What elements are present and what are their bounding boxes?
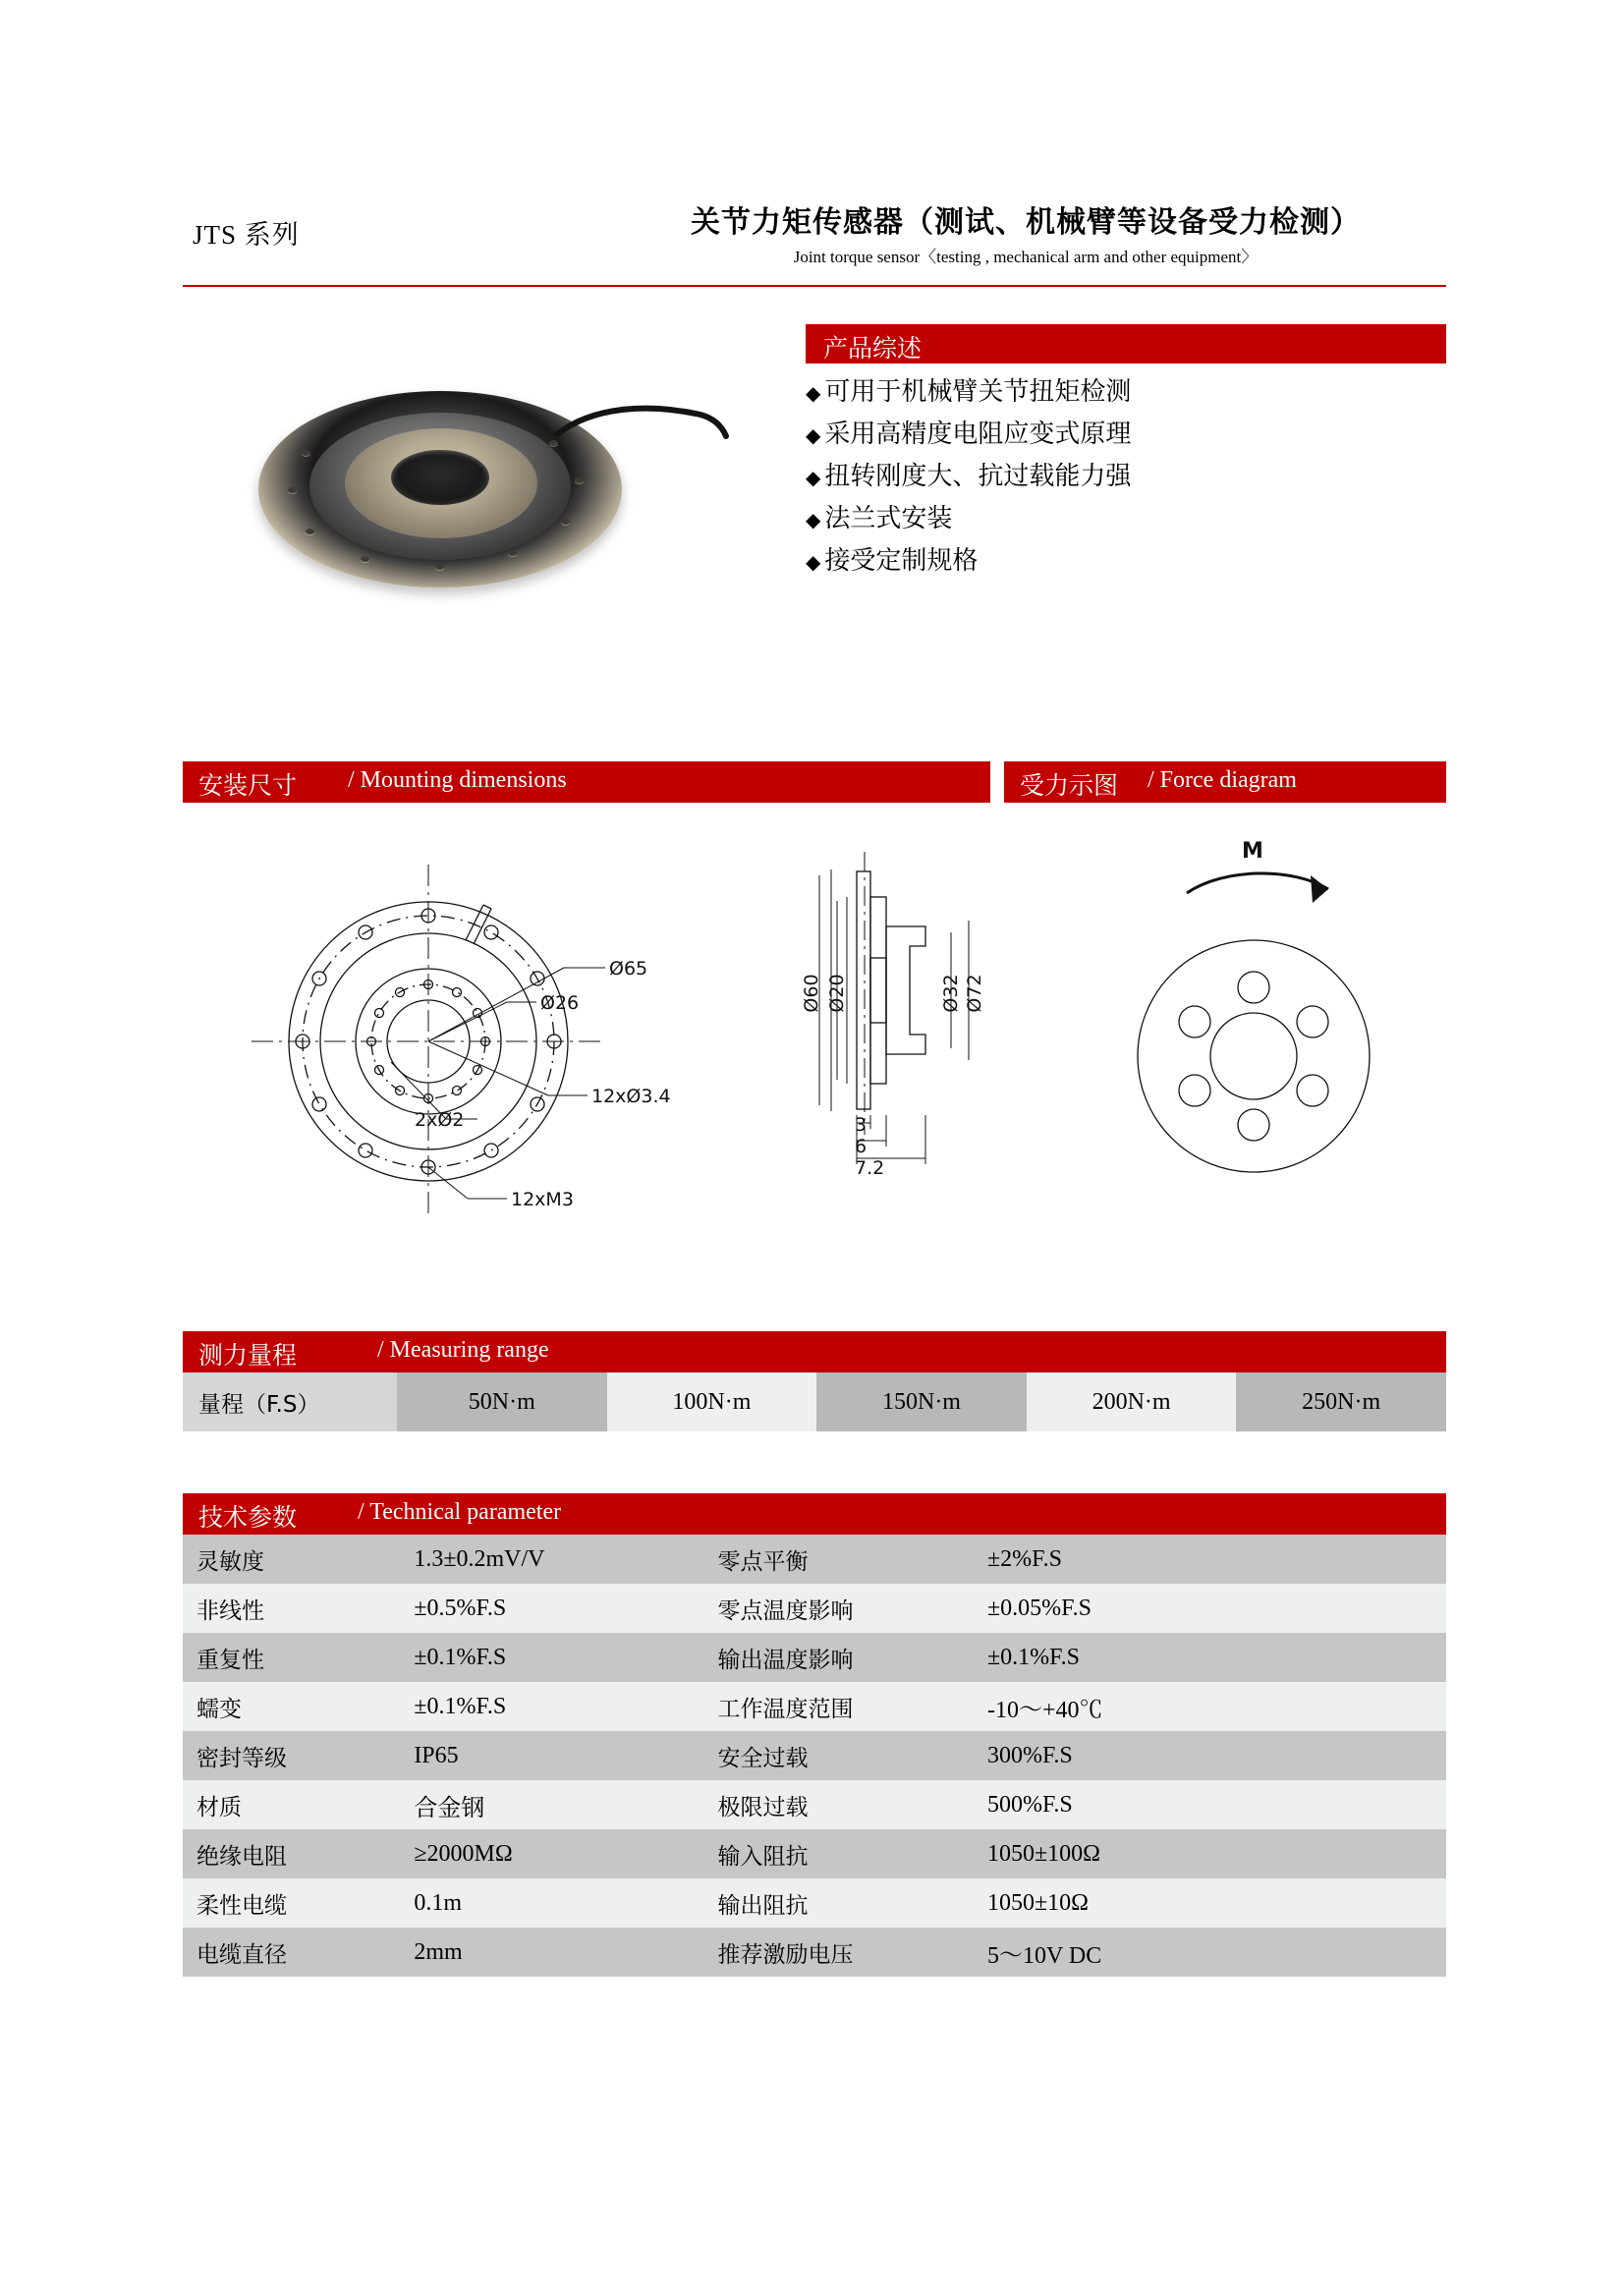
sensor-bolt bbox=[302, 450, 310, 456]
list-item bbox=[806, 414, 1446, 456]
section-header-mounting bbox=[183, 761, 990, 803]
sensor-bolt bbox=[288, 487, 297, 493]
list-item bbox=[806, 456, 1446, 498]
param-key: 零点温度影响 bbox=[703, 1584, 974, 1633]
param-key: 材质 bbox=[183, 1780, 400, 1829]
dimension-label: Ø32 bbox=[940, 974, 962, 1013]
table-row bbox=[183, 1584, 1446, 1633]
dimension-label: 6 bbox=[855, 1136, 868, 1157]
table-row bbox=[183, 1878, 1446, 1928]
param-value: IP65 bbox=[400, 1731, 703, 1780]
section-title-en: / Technical parameter bbox=[358, 1499, 562, 1525]
overview-item-text: 可用于机械臂关节扭矩检测 bbox=[824, 377, 1132, 407]
table-row bbox=[183, 1731, 1446, 1780]
diamond-bullet-icon: ◆ bbox=[806, 508, 821, 532]
param-value: 2mm bbox=[400, 1928, 703, 1977]
param-value: ±0.1%F.S bbox=[400, 1682, 703, 1731]
sensor-bolt bbox=[575, 477, 584, 483]
diamond-bullet-icon: ◆ bbox=[806, 381, 821, 405]
table-row bbox=[183, 1928, 1446, 1977]
param-key: 安全过载 bbox=[703, 1731, 974, 1780]
section-title-cn: 测力量程 bbox=[198, 1341, 298, 1370]
section-title-cn: 受力示图 bbox=[1020, 771, 1119, 800]
param-value: 1.3±0.2mV/V bbox=[400, 1535, 703, 1584]
param-value: ±0.05%F.S bbox=[974, 1584, 1446, 1633]
sensor-center-bore bbox=[391, 450, 489, 505]
param-value: 500%F.S bbox=[974, 1780, 1446, 1829]
dimension-label: 2xØ2 bbox=[415, 1109, 465, 1131]
diamond-bullet-icon: ◆ bbox=[806, 466, 821, 489]
param-value: -10～+40℃ bbox=[974, 1682, 1446, 1731]
param-value: 5～10V DC bbox=[974, 1928, 1446, 1977]
list-item bbox=[806, 498, 1446, 540]
overview-item-text: 扭转刚度大、抗过载能力强 bbox=[824, 462, 1132, 491]
technical-parameter-table bbox=[183, 1535, 1446, 1977]
table-row bbox=[183, 1780, 1446, 1829]
dimension-label: Ø65 bbox=[609, 958, 648, 980]
section-header-force bbox=[1004, 761, 1446, 803]
section-header-range bbox=[183, 1331, 1446, 1372]
drawing-svg bbox=[183, 811, 1446, 1302]
range-value-cell: 150N·m bbox=[816, 1372, 1027, 1431]
diamond-bullet-icon: ◆ bbox=[806, 423, 821, 447]
page-subtitle: Joint torque sensor〈testing , mechanical arm and other equipment〉 bbox=[793, 248, 1259, 266]
param-value: ±2%F.S bbox=[974, 1535, 1446, 1584]
param-key: 蠕变 bbox=[183, 1682, 400, 1731]
overview-item-text: 采用高精度电阻应变式原理 bbox=[824, 420, 1132, 449]
dimension-label: Ø60 bbox=[801, 974, 822, 1013]
sensor-bolt bbox=[435, 564, 444, 570]
param-value: 1050±10Ω bbox=[974, 1878, 1446, 1928]
sensor-bolt bbox=[361, 556, 369, 562]
param-key: 输入阻抗 bbox=[703, 1829, 974, 1878]
list-item bbox=[806, 371, 1446, 414]
sensor-bolt bbox=[561, 519, 570, 525]
dimension-label: 7.2 bbox=[855, 1157, 885, 1179]
table-row bbox=[183, 1829, 1446, 1878]
page-title: 关节力矩传感器（测试、机械臂等设备受力检测） bbox=[691, 205, 1361, 240]
range-row-label: 量程（F.S） bbox=[183, 1372, 397, 1431]
param-value: 合金钢 bbox=[400, 1780, 703, 1829]
param-value: 0.1m bbox=[400, 1878, 703, 1928]
dimension-label: Ø72 bbox=[964, 974, 985, 1013]
overview-item-text: 接受定制规格 bbox=[824, 546, 979, 576]
param-key: 电缆直径 bbox=[183, 1928, 400, 1977]
param-key: 绝缘电阻 bbox=[183, 1829, 400, 1878]
param-value: 1050±100Ω bbox=[974, 1829, 1446, 1878]
measuring-range-table bbox=[183, 1372, 1446, 1431]
page-header bbox=[183, 192, 1446, 280]
section-title-en: / Force diagram bbox=[1148, 767, 1297, 793]
drawings bbox=[183, 811, 1446, 1302]
param-key: 重复性 bbox=[183, 1633, 400, 1682]
param-value: ±0.1%F.S bbox=[974, 1633, 1446, 1682]
param-key: 工作温度范围 bbox=[703, 1682, 974, 1731]
force-diagram-drawing bbox=[1138, 873, 1370, 1172]
param-key: 极限过载 bbox=[703, 1780, 974, 1829]
param-value: ≥2000MΩ bbox=[400, 1829, 703, 1878]
sensor-cable bbox=[553, 401, 730, 470]
overview-item-text: 法兰式安装 bbox=[824, 504, 953, 533]
overview-list bbox=[806, 371, 1446, 583]
param-value: 300%F.S bbox=[974, 1731, 1446, 1780]
range-value-cell: 250N·m bbox=[1236, 1372, 1446, 1431]
dimension-label: 12xØ3.4 bbox=[591, 1086, 671, 1107]
dimension-label: Ø26 bbox=[540, 992, 580, 1014]
section-title-en: / Mounting dimensions bbox=[348, 767, 567, 793]
section-title-cn: 技术参数 bbox=[198, 1503, 298, 1532]
param-value: ±0.1%F.S bbox=[400, 1633, 703, 1682]
param-key: 灵敏度 bbox=[183, 1535, 400, 1584]
list-item bbox=[806, 540, 1446, 583]
front-view-drawing bbox=[252, 865, 605, 1218]
overview-title-bar bbox=[806, 324, 1446, 364]
sensor-bolt bbox=[508, 550, 517, 556]
header-divider bbox=[183, 285, 1446, 287]
param-value: ±0.5%F.S bbox=[400, 1584, 703, 1633]
dimension-label: 3 bbox=[855, 1114, 868, 1136]
section-header-tech bbox=[183, 1493, 1446, 1535]
dimension-label: Ø20 bbox=[826, 974, 848, 1013]
param-key: 密封等级 bbox=[183, 1731, 400, 1780]
range-value-cell: 100N·m bbox=[607, 1372, 817, 1431]
force-moment-label: M bbox=[1242, 839, 1263, 864]
param-key: 非线性 bbox=[183, 1584, 400, 1633]
section-title-cn: 安装尺寸 bbox=[198, 771, 298, 800]
param-key: 零点平衡 bbox=[703, 1535, 974, 1584]
param-key: 推荐激励电压 bbox=[703, 1928, 974, 1977]
sensor-image bbox=[258, 391, 622, 602]
param-key: 输出温度影响 bbox=[703, 1633, 974, 1682]
param-key: 柔性电缆 bbox=[183, 1878, 400, 1928]
sensor-bolt bbox=[306, 529, 314, 534]
table-row bbox=[183, 1535, 1446, 1584]
product-photo bbox=[241, 373, 663, 639]
table-row bbox=[183, 1633, 1446, 1682]
param-key: 输出阻抗 bbox=[703, 1878, 974, 1928]
range-value-cell: 200N·m bbox=[1027, 1372, 1237, 1431]
series-name: JTS 系列 bbox=[193, 220, 300, 250]
section-title-en: / Measuring range bbox=[377, 1337, 549, 1363]
table-row bbox=[183, 1682, 1446, 1731]
diamond-bullet-icon: ◆ bbox=[806, 550, 821, 574]
overview-title: 产品综述 bbox=[823, 334, 923, 363]
range-value-cell: 50N·m bbox=[397, 1372, 607, 1431]
dimension-label: 12xM3 bbox=[511, 1189, 574, 1210]
